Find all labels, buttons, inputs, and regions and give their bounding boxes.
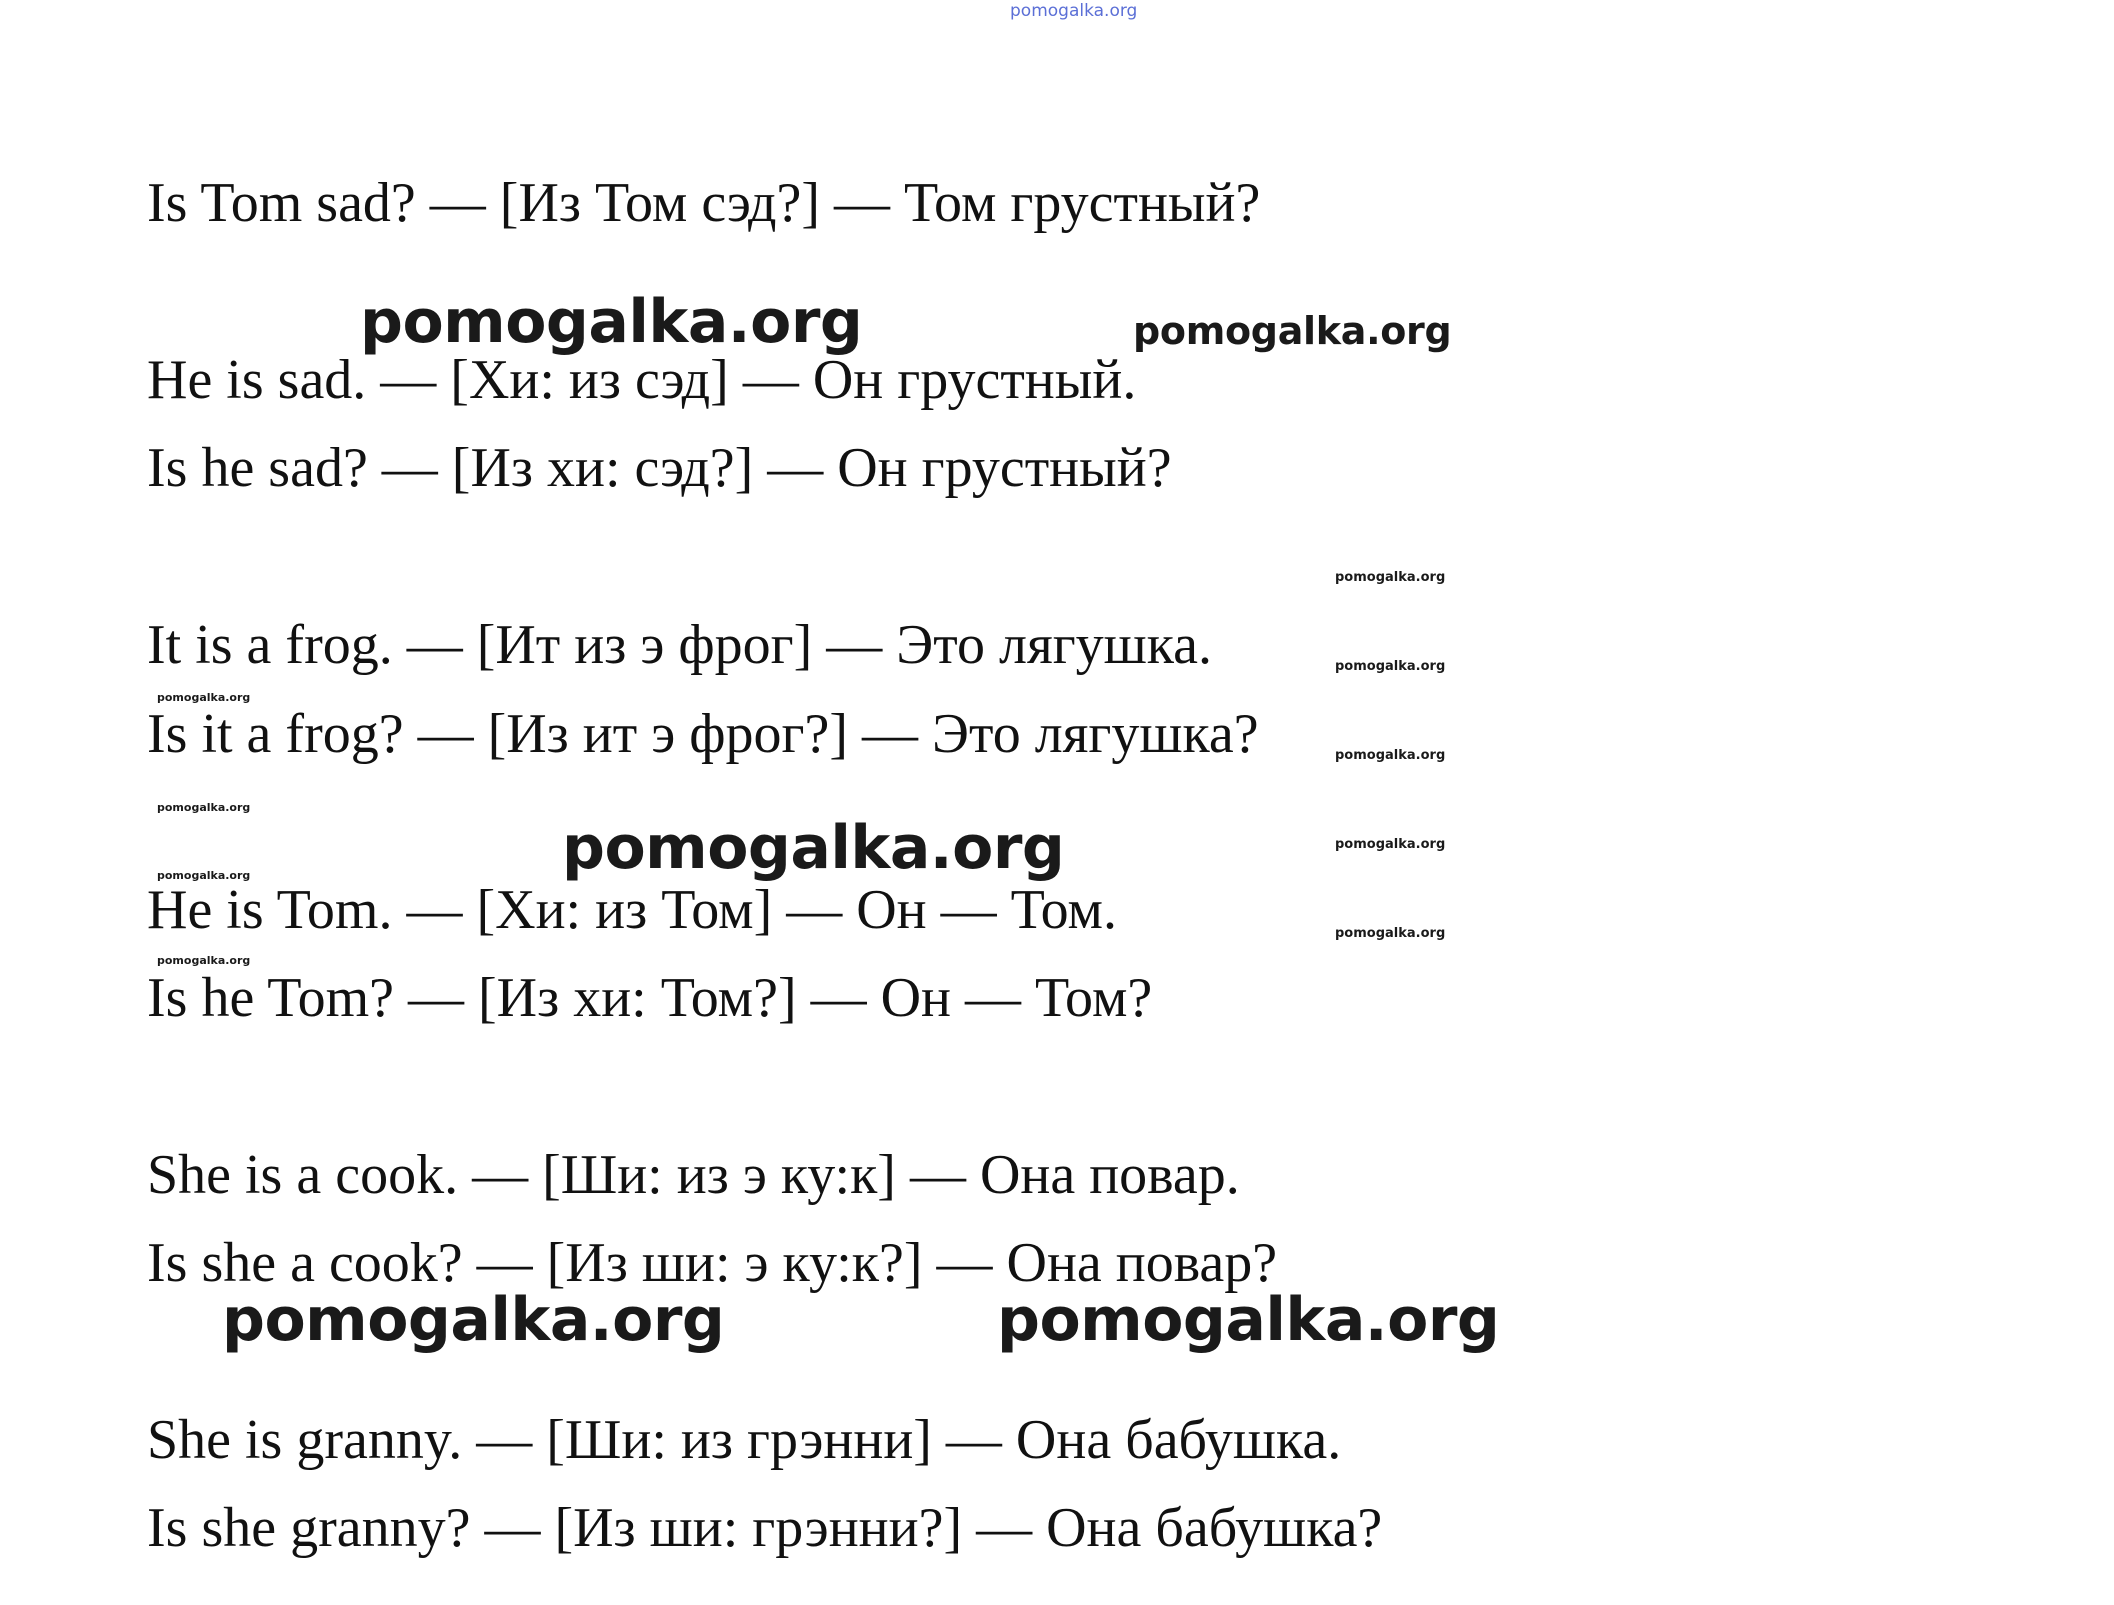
text-line-7: Is he Tom? — [Из хи: Том?] — Он — Том? [147, 967, 1153, 1029]
text-line-1: Is Tom sad? — [Из Том сэд?] — Том грустный? [147, 172, 1261, 234]
watermark-medium: pomogalka.org [1133, 309, 1452, 353]
watermark-small: pomogalka.org [1335, 570, 1446, 585]
watermark-small: pomogalka.org [1335, 659, 1446, 674]
watermark-small: pomogalka.org [157, 801, 251, 814]
text-line-4: It is a frog. — [Ит из э фрог] — Это лягушка. [147, 614, 1213, 676]
text-line-3: Is he sad? — [Из хи: сэд?] — Он грустный? [147, 437, 1172, 499]
text-line-9: Is she a cook? — [Из ши: э ку:к?] — Она повар? [147, 1232, 1278, 1294]
watermark-small: pomogalka.org [157, 954, 251, 967]
watermark-large: pomogalka.org [997, 1285, 1500, 1355]
watermark-large: pomogalka.org [562, 813, 1065, 883]
watermark-small: pomogalka.org [1335, 926, 1446, 941]
watermark-large: pomogalka.org [222, 1285, 725, 1355]
text-line-2: He is sad. — [Хи: из сэд] — Он грустный. [147, 349, 1137, 411]
text-line-5: Is it a frog? — [Из ит э фрог?] — Это лягушка? [147, 703, 1259, 765]
watermark-small: pomogalka.org [157, 691, 251, 704]
text-line-10: She is granny. — [Ши: из грэнни] — Она бабушка. [147, 1409, 1342, 1471]
text-line-11: Is she granny? — [Из ши: грэнни?] — Она бабушка? [147, 1497, 1383, 1559]
watermark-small: pomogalka.org [1335, 748, 1446, 763]
header-watermark: pomogalka.org [1010, 1, 1138, 21]
watermark-small: pomogalka.org [157, 869, 251, 882]
watermark-small: pomogalka.org [1335, 837, 1446, 852]
text-line-6: He is Tom. — [Хи: из Том] — Он — Том. [147, 879, 1117, 941]
watermark-large: pomogalka.org [360, 287, 863, 357]
text-line-8: She is a cook. — [Ши: из э ку:к] — Она повар. [147, 1144, 1240, 1206]
